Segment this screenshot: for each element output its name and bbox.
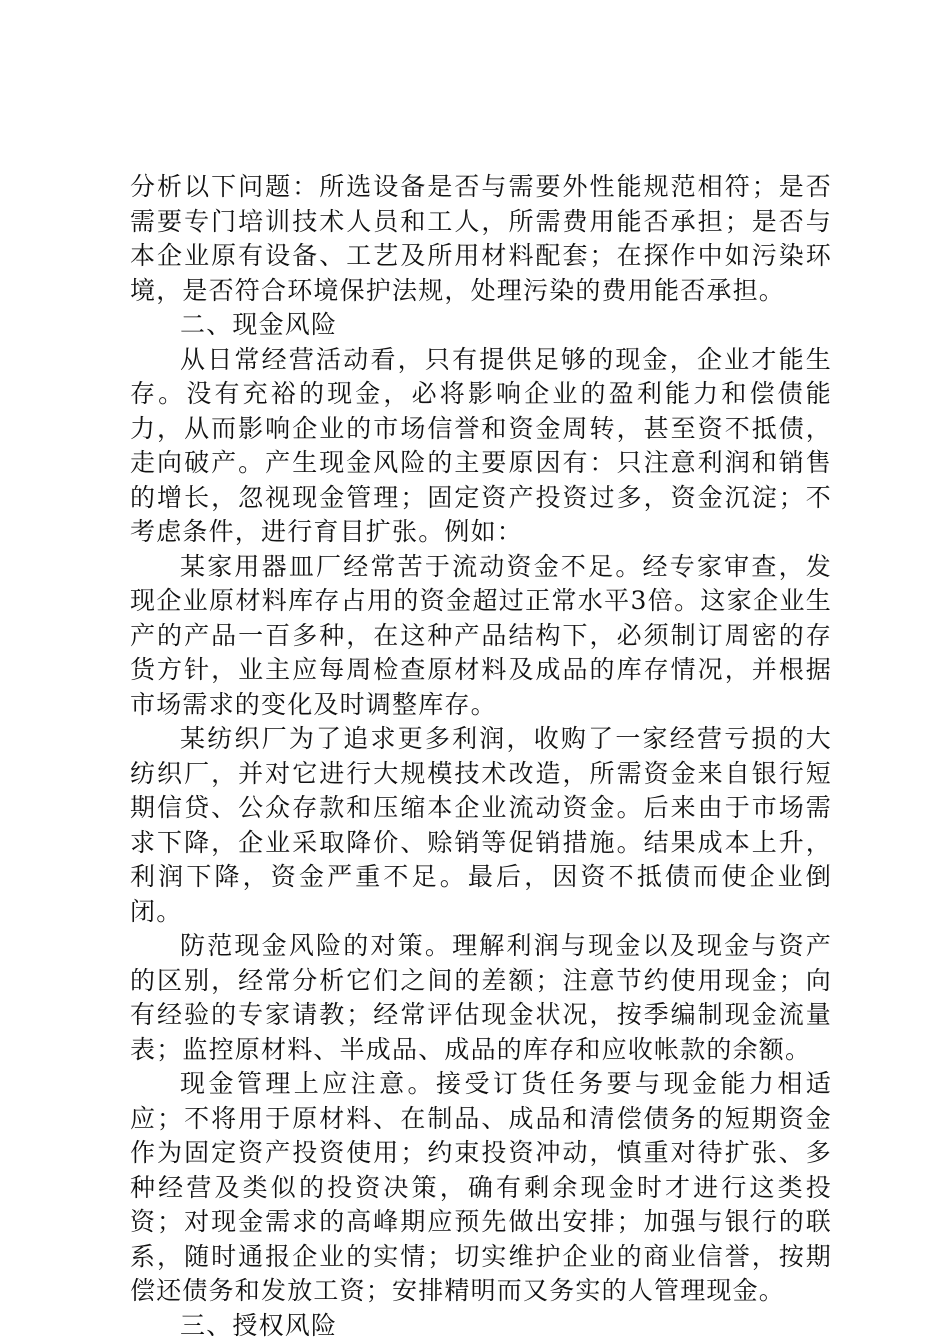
paragraph-equipment-analysis: 分析以下问题：所选设备是否与需要外性能规范相符；是否需要专门培训技术人员和工人，所需费用能否承担；是否与本企业原有设备、工艺及所用材料配套；在探作中如污染环境，是否符合环境保护法规，处理污染的费用能否承担。 bbox=[130, 172, 832, 305]
section-heading-cash-risk: 二、现金风险 bbox=[180, 310, 338, 339]
section-heading-authorization-risk: 三、授权风险 bbox=[180, 1310, 338, 1340]
document-body bbox=[130, 170, 832, 1343]
paragraph-example-textile-factory: 某纺织厂为了追求更多利润，收购了一家经营亏损的大纺织厂，并对它进行大规模技术改造，所需资金来自银行短期信贷、公众存款和压缩本企业流动资金。后来由于市场需求下降，企业采取降价、赊销等促销措施。结果成本上升，利润下降，资金严重不足。最后，因资不抵债而使企业倒闭。 bbox=[130, 724, 832, 926]
paragraph-example-housewares-factory: 某家用器皿厂经常苦于流动资金不足。经专家审查，发现企业原材料库存占用的资金超过正常水平3倍。这家企业生产的产品一百多种，在这种产品结构下，必须制订周密的存货方针，业主应每周检查原材料及成品的库存情况，并根据市场需求的变化及时调整库存。 bbox=[130, 551, 832, 719]
paragraph-cash-management-notes: 现金管理上应注意。接受订货任务要与现金能力相适应；不将用于原材料、在制品、成品和清偿债务的短期资金作为固定资产投资使用；约束投资冲动，慎重对待扩张、多种经营及类似的投资决策，确有剩余现金时才进行这类投资；对现金需求的高峰期应预先做出安排；加强与银行的联系，随时通报企业的实情；切实维护企业的商业信誉，按期偿还债务和发放工资；安排精明而又务实的人管理现金。 bbox=[130, 1069, 832, 1305]
paragraph-cash-risk-intro: 从日常经营活动看，只有提供足够的现金，企业才能生存。没有充裕的现金，必将影响企业的盈利能力和偿债能力，从而影响企业的市场信誉和资金周转，甚至资不抵债，走向破产。产生现金风险的主要原因有：只注意利润和销售的增长，忽视现金管理；固定资产投资过多，资金沉淀；不考虑条件，进行育目扩张。例如： bbox=[130, 344, 832, 546]
paragraph-cash-risk-countermeasures: 防范现金风险的对策。理解利润与现金以及现金与资产的区别，经常分析它们之间的差额；注意节约使用现金；向有经验的专家请教；经常评估现金状况，按季编制现金流量表；监控原材料、半成品、成品的库存和应收帐款的余额。 bbox=[130, 931, 832, 1064]
